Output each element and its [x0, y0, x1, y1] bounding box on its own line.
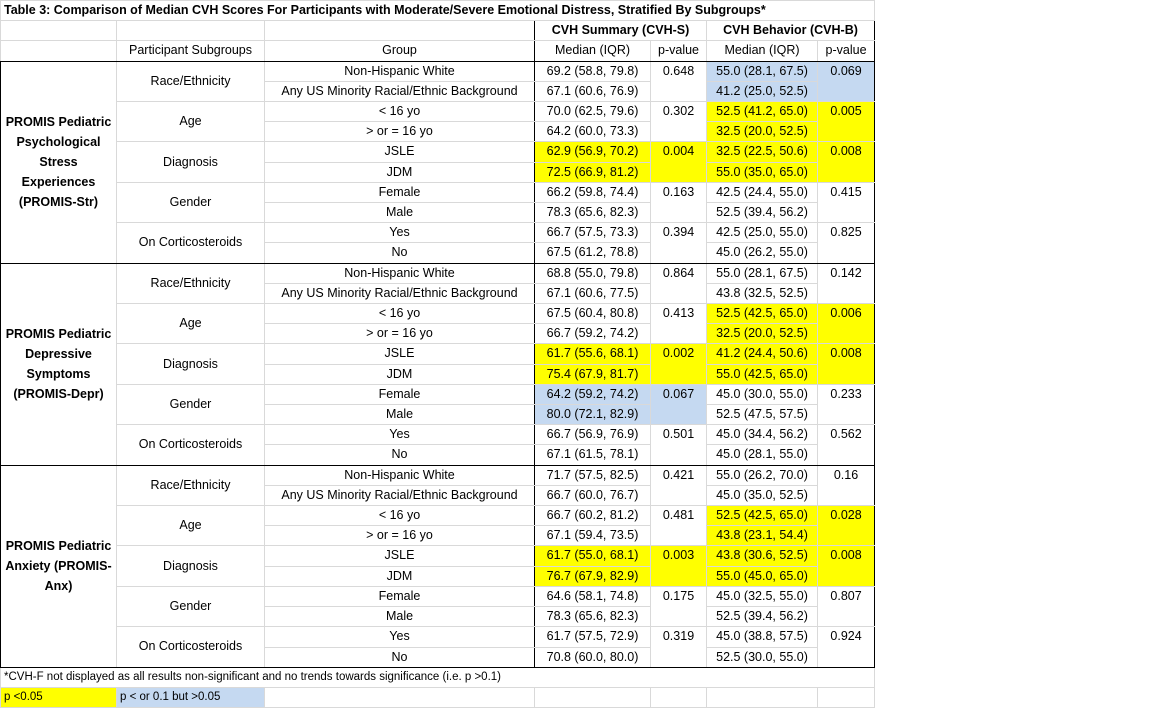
cvhb-median-cell: 55.0 (26.2, 70.0) [707, 465, 818, 485]
cvhb-pvalue-cell: 0.008 [818, 546, 875, 586]
group-label: Female [265, 586, 535, 606]
cvhb-median-cell: 45.0 (26.2, 55.0) [707, 243, 818, 263]
group-label: No [265, 445, 535, 465]
cvhs-median-cell: 64.6 (58.1, 74.8) [535, 586, 651, 606]
cvhb-median-cell: 42.5 (25.0, 55.0) [707, 223, 818, 243]
cvhs-median-cell: 67.5 (60.4, 80.8) [535, 304, 651, 324]
cvhs-median-cell: 69.2 (58.8, 79.8) [535, 61, 651, 81]
group-label: Any US Minority Racial/Ethnic Background [265, 283, 535, 303]
cvhs-pvalue-cell: 0.067 [651, 384, 707, 424]
cvhb-pvalue-cell: 0.069 [818, 61, 875, 101]
group-label: > or = 16 yo [265, 122, 535, 142]
group-label: Female [265, 384, 535, 404]
group-label: Female [265, 182, 535, 202]
table-title: Table 3: Comparison of Median CVH Scores For Participants with Moderate/Severe Emotional Distress, Stratified By Subgroups* [1, 1, 875, 21]
cvhs-median-cell: 67.5 (61.2, 78.8) [535, 243, 651, 263]
header-median-b: Median (IQR) [707, 41, 818, 61]
table-row [1, 627, 875, 647]
cvhb-median-cell: 52.5 (42.5, 65.0) [707, 304, 818, 324]
table-row [1, 142, 875, 162]
cvhs-pvalue-cell: 0.421 [651, 465, 707, 505]
cvhb-median-cell: 32.5 (20.0, 52.5) [707, 324, 818, 344]
cvhs-median-cell: 67.1 (60.6, 77.5) [535, 283, 651, 303]
cvhb-median-cell: 45.0 (30.0, 55.0) [707, 384, 818, 404]
group-label: No [265, 647, 535, 667]
cvhb-pvalue-cell: 0.807 [818, 586, 875, 626]
group-label: Non-Hispanic White [265, 61, 535, 81]
cvhb-median-cell: 45.0 (35.0, 52.5) [707, 485, 818, 505]
cvhb-median-cell: 55.0 (42.5, 65.0) [707, 364, 818, 384]
cvhs-median-cell: 76.7 (67.9, 82.9) [535, 566, 651, 586]
group-label: > or = 16 yo [265, 324, 535, 344]
cvhb-median-cell: 52.5 (41.2, 65.0) [707, 102, 818, 122]
cvhb-pvalue-cell: 0.142 [818, 263, 875, 303]
cvhb-median-cell: 45.0 (32.5, 55.0) [707, 586, 818, 606]
subgroup-label: On Corticosteroids [117, 627, 265, 667]
subgroup-label: Diagnosis [117, 546, 265, 586]
cvhs-pvalue-cell: 0.302 [651, 102, 707, 142]
cvhs-median-cell: 67.1 (59.4, 73.5) [535, 526, 651, 546]
subgroup-label: Age [117, 304, 265, 344]
subgroup-label: Gender [117, 182, 265, 222]
subgroup-label: Age [117, 506, 265, 546]
cvhb-median-cell: 41.2 (25.0, 52.5) [707, 81, 818, 101]
measure-label: PROMIS Pediatric Psychological Stress Experiences (PROMIS-Str) [1, 61, 117, 263]
cvhs-median-cell: 66.7 (59.2, 74.2) [535, 324, 651, 344]
cvhs-median-cell: 61.7 (55.6, 68.1) [535, 344, 651, 364]
cvhs-pvalue-cell: 0.175 [651, 586, 707, 626]
legend-blue: p < or 0.1 but >0.05 [117, 687, 265, 707]
cvhb-median-cell: 45.0 (28.1, 55.0) [707, 445, 818, 465]
group-label: Non-Hispanic White [265, 465, 535, 485]
cvhb-median-cell: 55.0 (35.0, 65.0) [707, 162, 818, 182]
cvhb-pvalue-cell: 0.008 [818, 344, 875, 384]
cvhb-median-cell: 52.5 (39.4, 56.2) [707, 607, 818, 627]
subgroup-label: Race/Ethnicity [117, 263, 265, 303]
table-row [1, 586, 875, 606]
table-row [1, 344, 875, 364]
header-pvalue-s: p-value [651, 41, 707, 61]
group-label: Male [265, 607, 535, 627]
measure-label: PROMIS Pediatric Depressive Symptoms (PROMIS-Depr) [1, 263, 117, 465]
cvhb-median-cell: 41.2 (24.4, 50.6) [707, 344, 818, 364]
group-label: JSLE [265, 142, 535, 162]
cvhs-median-cell: 75.4 (67.9, 81.7) [535, 364, 651, 384]
group-label: JDM [265, 162, 535, 182]
header-median-s: Median (IQR) [535, 41, 651, 61]
cvhs-median-cell: 66.7 (56.9, 76.9) [535, 425, 651, 445]
subgroup-label: On Corticosteroids [117, 425, 265, 465]
cvhs-median-cell: 66.7 (60.2, 81.2) [535, 506, 651, 526]
group-label: < 16 yo [265, 304, 535, 324]
table-row [1, 102, 875, 122]
legend-yellow: p <0.05 [1, 687, 117, 707]
cvhb-pvalue-cell: 0.924 [818, 627, 875, 667]
cvhs-median-cell: 61.7 (55.0, 68.1) [535, 546, 651, 566]
group-label: Any US Minority Racial/Ethnic Background [265, 81, 535, 101]
cvhb-median-cell: 52.5 (39.4, 56.2) [707, 203, 818, 223]
cvhb-pvalue-cell: 0.825 [818, 223, 875, 263]
table-row [1, 465, 875, 485]
cvhb-median-cell: 55.0 (45.0, 65.0) [707, 566, 818, 586]
cvhb-median-cell: 45.0 (38.8, 57.5) [707, 627, 818, 647]
group-label: < 16 yo [265, 506, 535, 526]
group-label: Yes [265, 425, 535, 445]
table-row [1, 61, 875, 81]
cvhb-median-cell: 52.5 (42.5, 65.0) [707, 506, 818, 526]
cvhs-median-cell: 64.2 (60.0, 73.3) [535, 122, 651, 142]
header-pvalue-b: p-value [818, 41, 875, 61]
cvhb-median-cell: 43.8 (23.1, 54.4) [707, 526, 818, 546]
table-row [1, 546, 875, 566]
group-label: JDM [265, 566, 535, 586]
cvhb-median-cell: 42.5 (24.4, 55.0) [707, 182, 818, 202]
cvhs-median-cell: 80.0 (72.1, 82.9) [535, 405, 651, 425]
cvhb-pvalue-cell: 0.16 [818, 465, 875, 505]
cvhb-pvalue-cell: 0.233 [818, 384, 875, 424]
cvhs-median-cell: 62.9 (56.9, 70.2) [535, 142, 651, 162]
table-row [1, 182, 875, 202]
cvhs-median-cell: 68.8 (55.0, 79.8) [535, 263, 651, 283]
group-label: JDM [265, 364, 535, 384]
group-label: Yes [265, 627, 535, 647]
subgroup-label: Diagnosis [117, 344, 265, 384]
cvhs-median-cell: 78.3 (65.6, 82.3) [535, 203, 651, 223]
cvhb-median-cell: 45.0 (34.4, 56.2) [707, 425, 818, 445]
cvhs-median-cell: 72.5 (66.9, 81.2) [535, 162, 651, 182]
group-label: Yes [265, 223, 535, 243]
cvhb-median-cell: 52.5 (47.5, 57.5) [707, 405, 818, 425]
cvhb-pvalue-cell: 0.415 [818, 182, 875, 222]
cvhs-pvalue-cell: 0.002 [651, 344, 707, 384]
table-row [1, 304, 875, 324]
cvhb-median-cell: 55.0 (28.1, 67.5) [707, 263, 818, 283]
group-label: Any US Minority Racial/Ethnic Background [265, 485, 535, 505]
footnote: *CVH-F not displayed as all results non-significant and no trends towards significance (i.e. p >0.1) [1, 667, 875, 687]
cvhb-pvalue-cell: 0.562 [818, 425, 875, 465]
table-row [1, 384, 875, 404]
group-label: JSLE [265, 546, 535, 566]
cvhs-pvalue-cell: 0.864 [651, 263, 707, 303]
subgroup-label: Gender [117, 384, 265, 424]
group-label: Male [265, 405, 535, 425]
cvhb-median-cell: 43.8 (32.5, 52.5) [707, 283, 818, 303]
cvhs-pvalue-cell: 0.003 [651, 546, 707, 586]
cvhs-median-cell: 66.2 (59.8, 74.4) [535, 182, 651, 202]
cvhs-pvalue-cell: 0.648 [651, 61, 707, 101]
subgroup-label: On Corticosteroids [117, 223, 265, 263]
cvhs-median-cell: 66.7 (57.5, 73.3) [535, 223, 651, 243]
group-label: JSLE [265, 344, 535, 364]
table-row [1, 223, 875, 243]
cvhb-median-cell: 55.0 (28.1, 67.5) [707, 61, 818, 81]
cvhb-median-cell: 52.5 (30.0, 55.0) [707, 647, 818, 667]
group-label: > or = 16 yo [265, 526, 535, 546]
subgroup-label: Race/Ethnicity [117, 61, 265, 101]
cvhs-pvalue-cell: 0.501 [651, 425, 707, 465]
cvhb-pvalue-cell: 0.028 [818, 506, 875, 546]
cvhs-pvalue-cell: 0.163 [651, 182, 707, 222]
cvhs-median-cell: 71.7 (57.5, 82.5) [535, 465, 651, 485]
cvhs-median-cell: 70.8 (60.0, 80.0) [535, 647, 651, 667]
table-row [1, 506, 875, 526]
subgroup-label: Diagnosis [117, 142, 265, 182]
cvhs-pvalue-cell: 0.413 [651, 304, 707, 344]
subgroup-label: Race/Ethnicity [117, 465, 265, 505]
cvhb-pvalue-cell: 0.008 [818, 142, 875, 182]
cvhs-pvalue-cell: 0.004 [651, 142, 707, 182]
measure-label: PROMIS Pediatric Anxiety (PROMIS-Anx) [1, 465, 117, 667]
cvhb-pvalue-cell: 0.006 [818, 304, 875, 344]
table-row [1, 263, 875, 283]
cvhb-median-cell: 32.5 (22.5, 50.6) [707, 142, 818, 162]
cvhs-pvalue-cell: 0.394 [651, 223, 707, 263]
group-label: < 16 yo [265, 102, 535, 122]
group-label: No [265, 243, 535, 263]
cvhs-median-cell: 61.7 (57.5, 72.9) [535, 627, 651, 647]
header-subgroups: Participant Subgroups [117, 41, 265, 61]
header-group: Group [265, 41, 535, 61]
header-cvhs: CVH Summary (CVH-S) [535, 21, 707, 41]
cvhs-median-cell: 66.7 (60.0, 76.7) [535, 485, 651, 505]
cvhs-median-cell: 70.0 (62.5, 79.6) [535, 102, 651, 122]
subgroup-label: Age [117, 102, 265, 142]
cvhs-median-cell: 67.1 (61.5, 78.1) [535, 445, 651, 465]
group-label: Male [265, 203, 535, 223]
cvhs-pvalue-cell: 0.481 [651, 506, 707, 546]
cvhb-median-cell: 43.8 (30.6, 52.5) [707, 546, 818, 566]
subgroup-label: Gender [117, 586, 265, 626]
cvhs-median-cell: 67.1 (60.6, 76.9) [535, 81, 651, 101]
cvhb-median-cell: 32.5 (20.0, 52.5) [707, 122, 818, 142]
cvhs-median-cell: 78.3 (65.6, 82.3) [535, 607, 651, 627]
table-row [1, 425, 875, 445]
group-label: Non-Hispanic White [265, 263, 535, 283]
cvhs-median-cell: 64.2 (59.2, 74.2) [535, 384, 651, 404]
cvhs-pvalue-cell: 0.319 [651, 627, 707, 667]
cvhb-pvalue-cell: 0.005 [818, 102, 875, 142]
header-cvhb: CVH Behavior (CVH-B) [707, 21, 875, 41]
